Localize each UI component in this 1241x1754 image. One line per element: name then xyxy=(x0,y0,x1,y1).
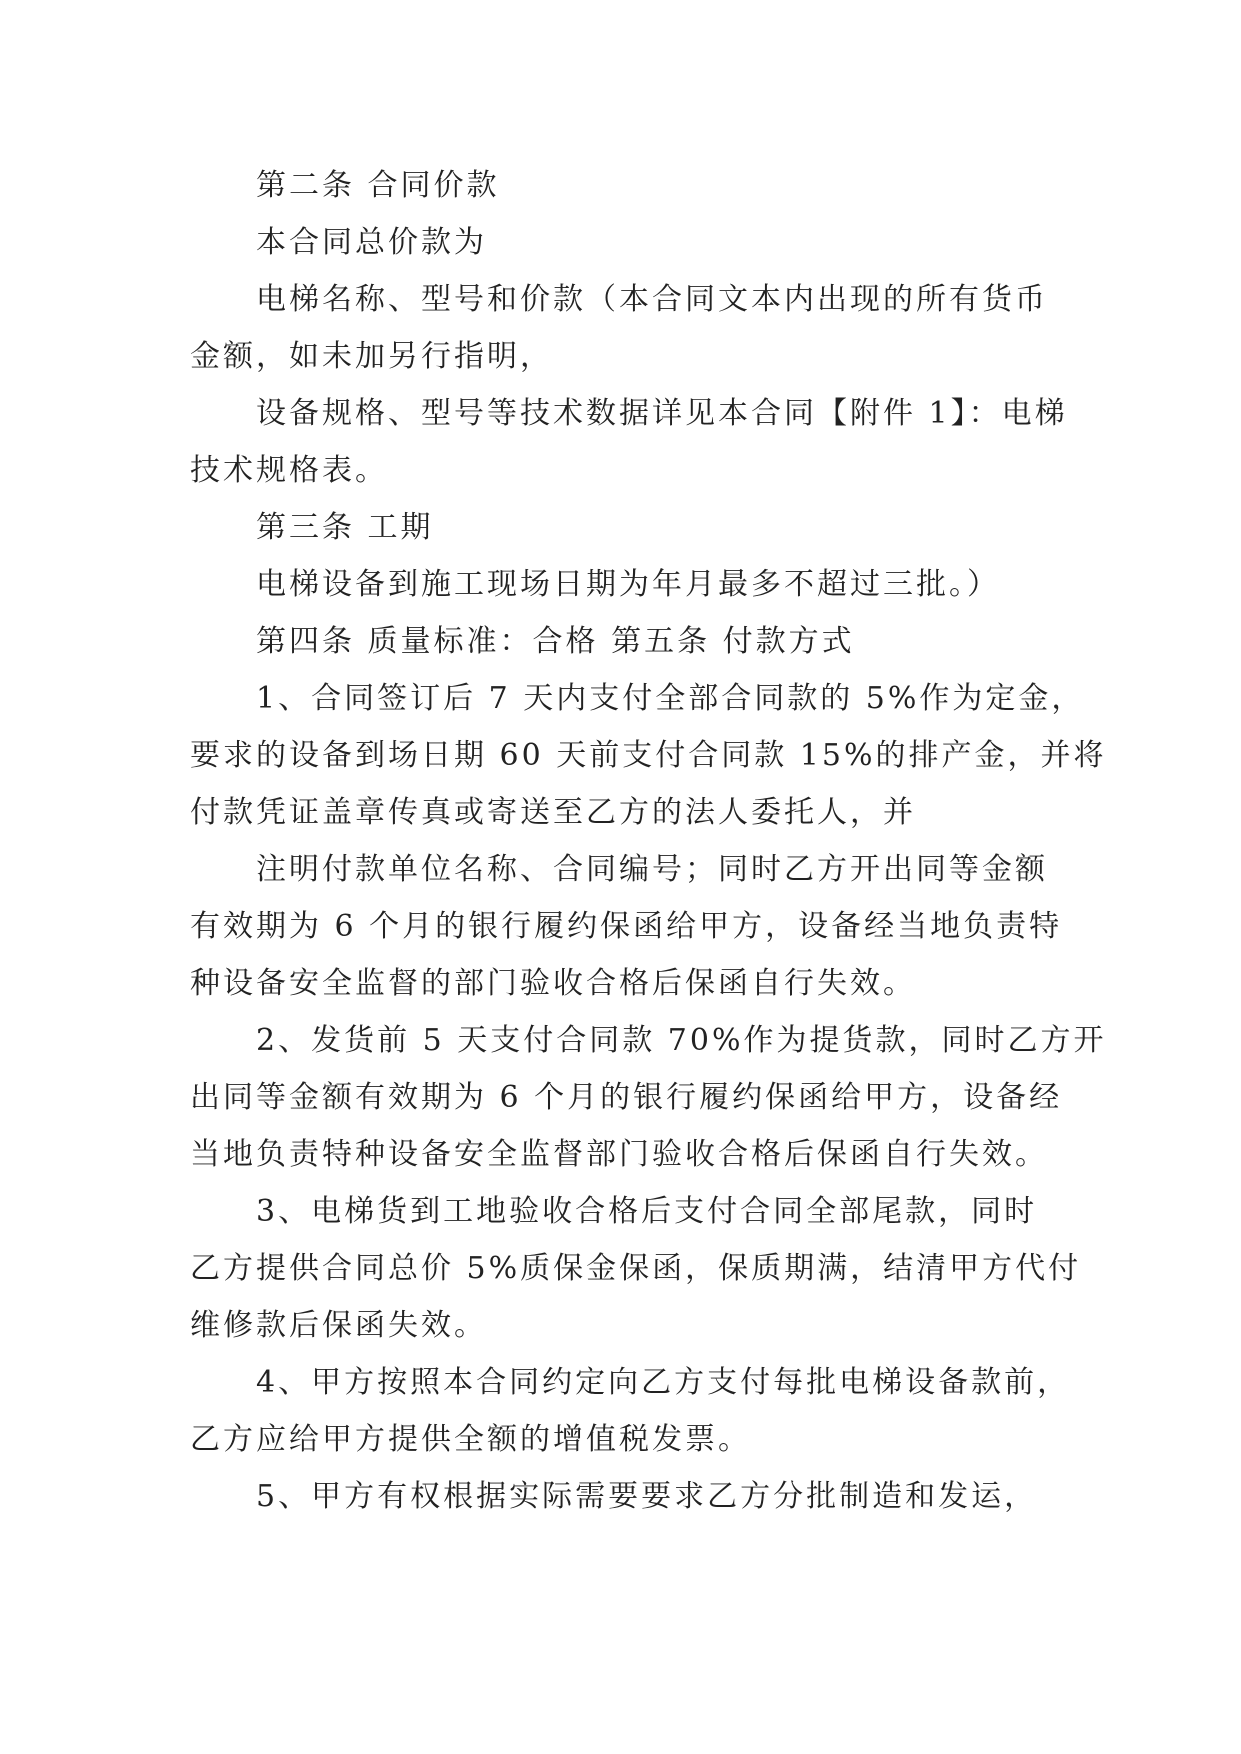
paragraph-line: 3、电梯货到工地验收合格后支付合同全部尾款，同时 xyxy=(256,1194,1038,1229)
paragraph-line: 1、合同签订后 7 天内支付全部合同款的 5%作为定金， xyxy=(256,681,1085,716)
paragraph-line: 种设备安全监督的部门验收合格后保函自行失效。 xyxy=(190,966,916,1001)
paragraph-line: 2、发货前 5 天支付合同款 70%作为提货款，同时乙方开 xyxy=(256,1023,1107,1058)
paragraph-line: 有效期为 6 个月的银行履约保函给甲方，设备经当地负责特 xyxy=(190,909,1063,944)
paragraph-line: 电梯名称、型号和价款（本合同文本内出现的所有货币 xyxy=(256,282,1048,317)
section-heading-article-3: 第三条 工期 xyxy=(256,510,434,545)
paragraph-line: 本合同总价款为 xyxy=(256,225,487,260)
paragraph-line: 乙方应给甲方提供全额的增值税发票。 xyxy=(190,1422,751,1457)
paragraph-line: 设备规格、型号等技术数据详见本合同【附件 1】：电梯 xyxy=(256,396,1068,431)
paragraph-line: 注明付款单位名称、合同编号；同时乙方开出同等金额 xyxy=(256,852,1048,887)
paragraph-line: 金额，如未加另行指明， xyxy=(190,339,553,374)
paragraph-line: 要求的设备到场日期 60 天前支付合同款 15%的排产金，并将 xyxy=(190,738,1107,773)
paragraph-line: 当地负责特种设备安全监督部门验收合格后保函自行失效。 xyxy=(190,1137,1048,1172)
section-heading-article-4-5: 第四条 质量标准：合格 第五条 付款方式 xyxy=(256,624,855,659)
paragraph-line: 电梯设备到施工现场日期为年月最多不超过三批。） xyxy=(256,567,1000,602)
paragraph-line: 5、甲方有权根据实际需要要求乙方分批制造和发运， xyxy=(256,1479,1038,1514)
paragraph-line: 付款凭证盖章传真或寄送至乙方的法人委托人，并 xyxy=(190,795,916,830)
section-heading-article-2: 第二条 合同价款 xyxy=(256,168,500,203)
paragraph-line: 乙方提供合同总价 5%质保金保函，保质期满，结清甲方代付 xyxy=(190,1251,1082,1286)
paragraph-line: 技术规格表。 xyxy=(190,453,388,488)
paragraph-line: 出同等金额有效期为 6 个月的银行履约保函给甲方，设备经 xyxy=(190,1080,1063,1115)
paragraph-line: 维修款后保函失效。 xyxy=(190,1308,487,1343)
paragraph-line: 4、甲方按照本合同约定向乙方支付每批电梯设备款前， xyxy=(256,1365,1071,1400)
